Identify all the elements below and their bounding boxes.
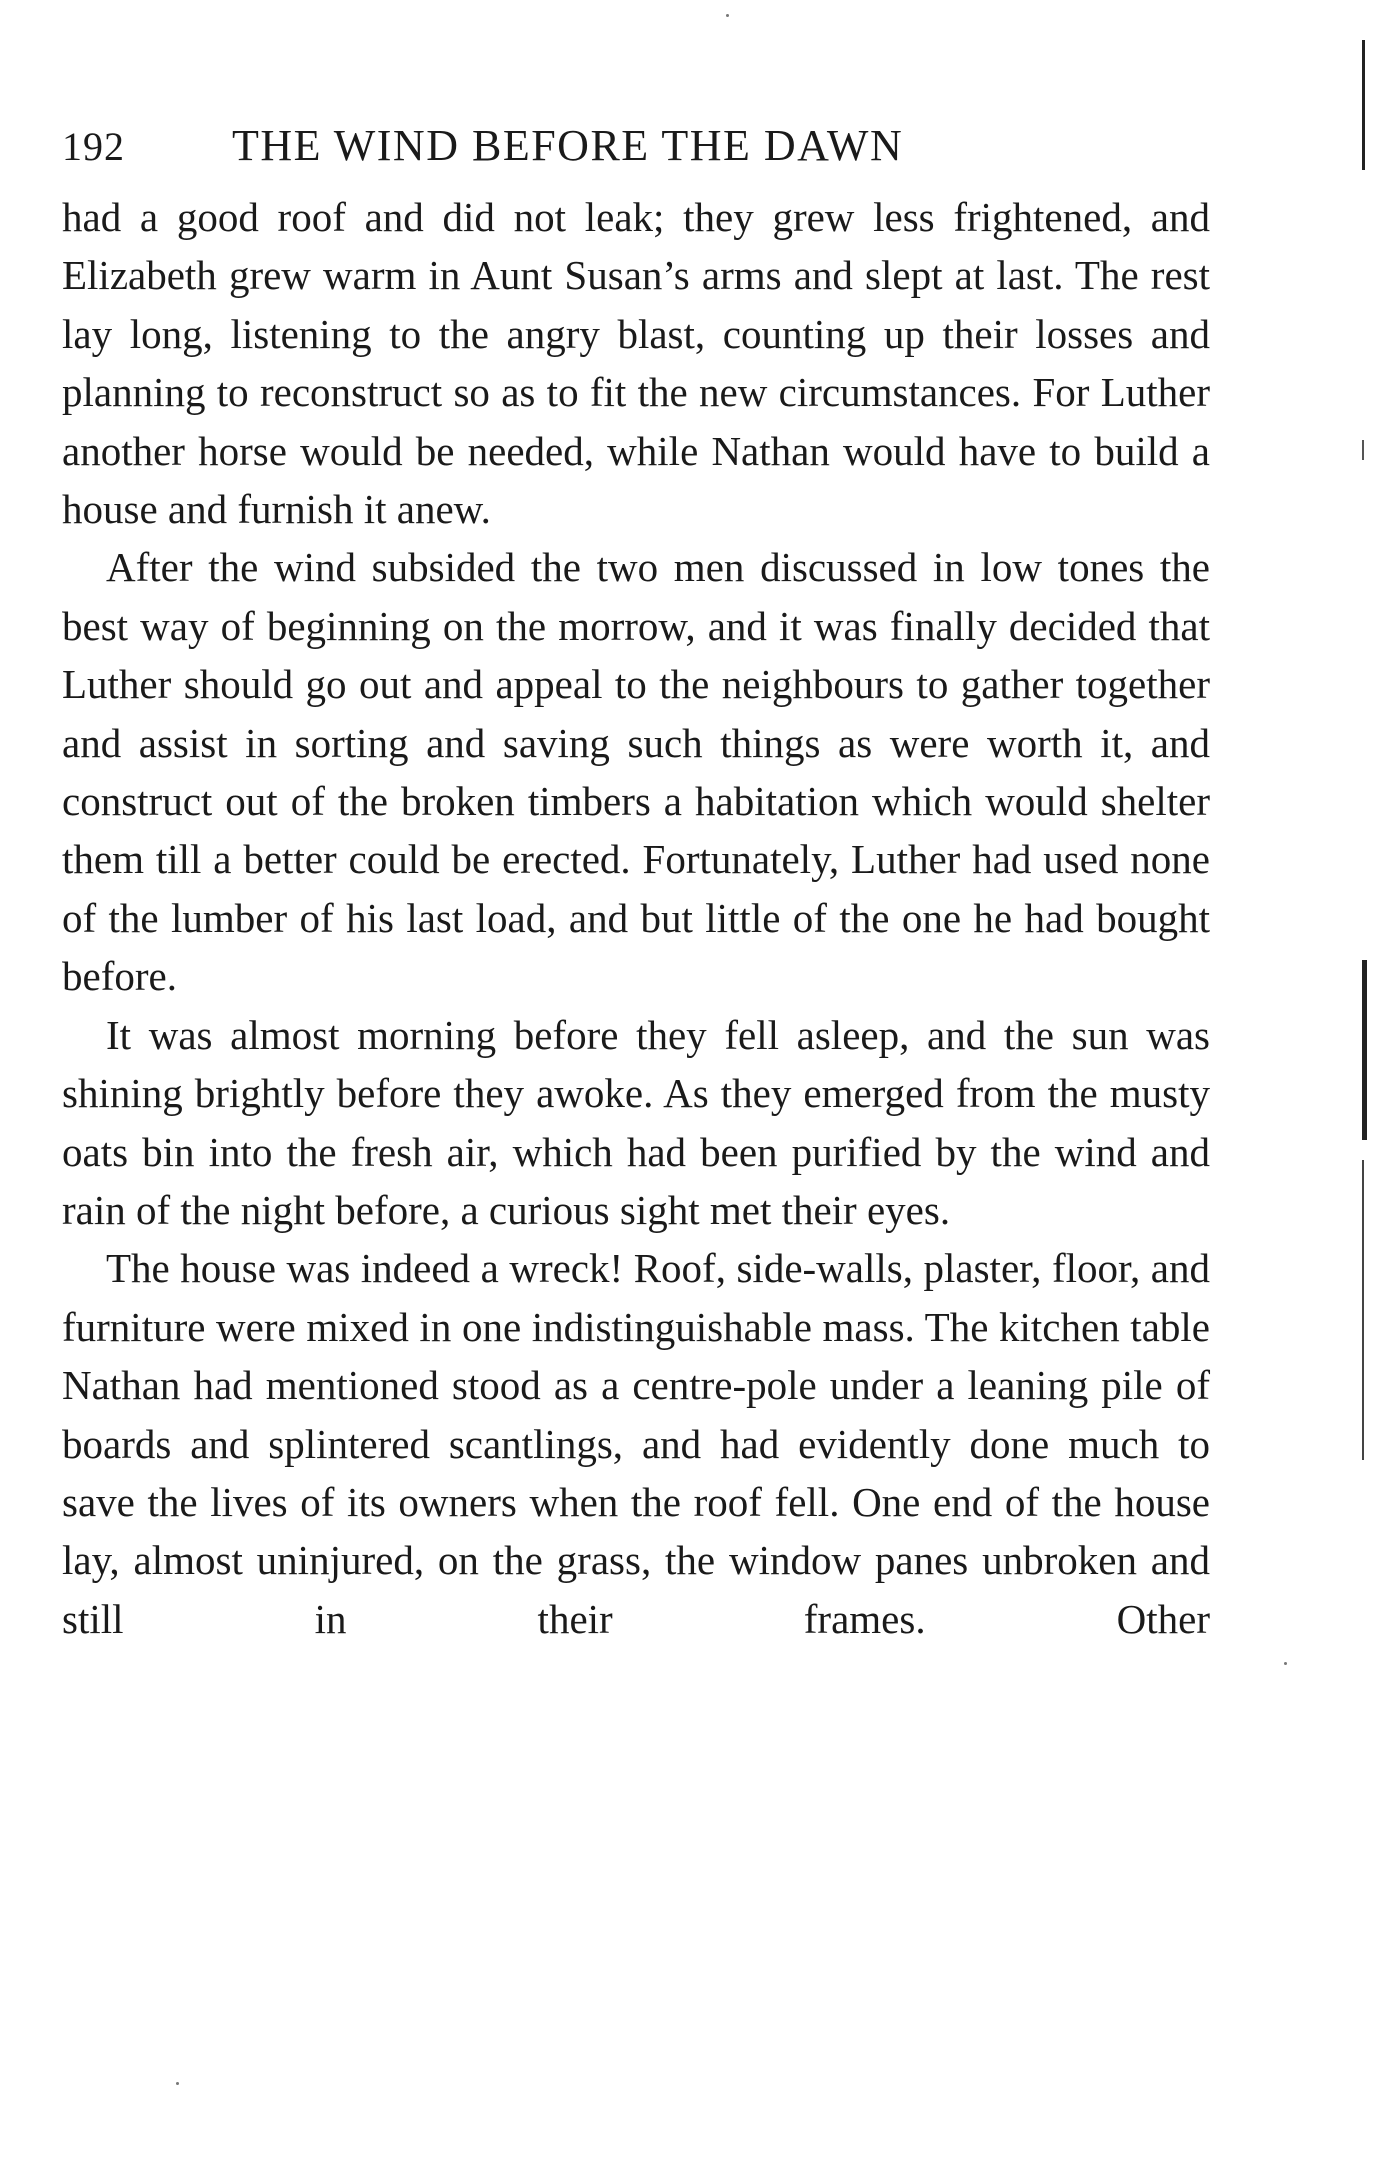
scan-speck (726, 14, 729, 17)
book-page (62, 120, 1210, 1648)
scan-speck (1284, 1662, 1287, 1665)
running-head (62, 120, 1210, 182)
scan-edge-line (1362, 960, 1367, 1140)
book-title: THE WIND BEFORE THE DAWN (232, 121, 904, 170)
scan-edge-line (1362, 440, 1364, 460)
paragraph-2: After the wind subsided the two men discussed in low tones the best way of beginning on the morrow, and it was finally decided that Luther should go out and appeal to the neighbours to gather together and assist in sorting and saving such things as were worth it, and construct out of the broken timbers a habitation which would shelter them till a better could be erected. Fortunately, Luther had used none of the lumber of his last load, and but little of the one he had bought before. (62, 544, 1210, 1000)
paragraph-1: had a good roof and did not leak; they grew less frightened, and Elizabeth grew warm in Aunt Susan’s arms and slept at last. The rest lay long, listening to the angry blast, counting up their losses and planning to reconstruct so as to fit the new circumstances. For Luther another horse would be needed, while Nathan would have to build a house and furnish it anew. (62, 194, 1210, 533)
body-text (62, 188, 1210, 1648)
scan-edge-line (1362, 40, 1365, 170)
paragraph-3: It was almost morning before they fell asleep, and the sun was shining brightly before they awoke. As they emerged from the musty oats bin into the fresh air, which had been purified by the wind and rain of the night before, a curious sight met their eyes. (62, 1011, 1210, 1233)
scan-edge-line (1362, 1160, 1364, 1460)
page-number: 192 (62, 124, 125, 169)
paragraph-4: The house was indeed a wreck! Roof, side-walls, plaster, floor, and furniture were mixed in one indistinguishable mass. The kitchen table Nathan had mentioned stood as a centre-pole under a leaning pile of boards and splintered scantlings, and had evidently done much to save the lives of its owners when the roof fell. One end of the house lay, almost uninjured, on the grass, the window panes unbroken and still in their frames. Other (62, 1245, 1210, 1642)
scan-speck (176, 2082, 179, 2085)
